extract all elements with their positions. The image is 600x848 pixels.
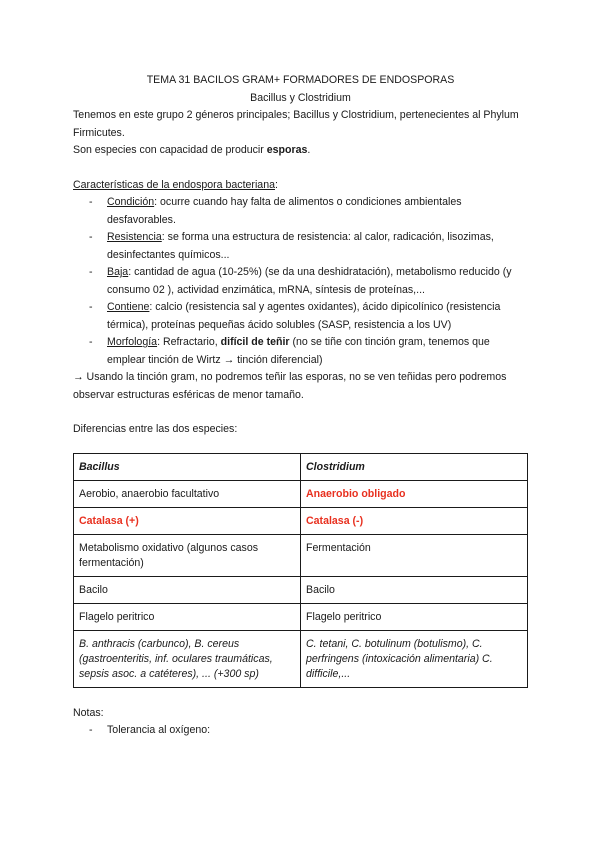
table-cell: Metabolismo oxidativo (algunos casos fermentación) — [74, 534, 301, 576]
notes-heading: Notas: — [73, 706, 104, 719]
spores-bold: esporas — [266, 144, 308, 156]
header-clostridium: Clostridium — [301, 453, 528, 480]
table-cell: Anaerobio obligado — [301, 480, 528, 507]
table-row — [74, 534, 528, 576]
table-row — [74, 603, 528, 630]
gram-stain-note: → Usando la tinción gram, no podremos teñir las esporas, no se ven teñidas pero podremos observar estructuras esféricas de menor tamaño. — [73, 371, 507, 401]
list-item: - Contiene: calcio (resistencia sal y agentes oxidantes), ácido dipicolínico (resistencia térmica), proteínas pequeñas ácido solubles (SASP, resistencia a los UV) — [107, 299, 528, 334]
header-bacillus: Bacillus — [74, 453, 301, 480]
table-cell: Bacilo — [301, 576, 528, 603]
table-cell: Catalasa (-) — [301, 507, 528, 534]
table-cell: Flagelo peritrico — [301, 603, 528, 630]
characteristics-heading: Características de la endospora bacteriana: — [73, 178, 278, 191]
table-row — [74, 576, 528, 603]
intro-spores-line: Son especies con capacidad de producir esporas. — [73, 144, 311, 156]
table-cell: Fermentación — [301, 534, 528, 576]
table-header-row — [74, 453, 528, 480]
differences-table — [73, 453, 528, 688]
list-item: - Morfología: Refractario, difícil de teñir (no se tiñe con tinción gram, tenemos que emplear tinción de Wirtz → tinción diferencial) — [107, 334, 528, 369]
list-item: - Baja: cantidad de agua (10-25%) (se da una deshidratación), metabolismo reducido (y consumo 02 ), actividad enzimática, mRNA, síntesis de proteínas,... — [107, 264, 528, 299]
list-item: - Condición: ocurre cuando hay falta de alimentos o condiciones ambientales desfavorables. — [107, 194, 528, 229]
list-item: - Tolerancia al oxígeno: — [107, 722, 528, 740]
differences-heading: Diferencias entre las dos especies: — [73, 423, 238, 435]
page-title: TEMA 31 BACILOS GRAM+ FORMADORES DE ENDOSPORAS — [146, 74, 455, 86]
table-cell: C. tetani, C. botulinum (botulismo), C. perfringens (intoxicación alimentaria) C. difficile,... — [301, 630, 528, 687]
table-cell: Catalasa (+) — [74, 507, 301, 534]
table-cell: Aerobio, anaerobio facultativo — [74, 480, 301, 507]
table-row — [74, 630, 528, 687]
intro-paragraph: Tenemos en este grupo 2 géneros principales; Bacillus y Clostridium, pertenecientes al Phylum Firmicutes. — [73, 109, 519, 139]
table-row — [74, 507, 528, 534]
notes-list — [73, 722, 528, 740]
table-row — [74, 480, 528, 507]
characteristics-list — [73, 194, 528, 369]
page-subtitle: Bacillus y Clostridium — [250, 91, 351, 104]
table-cell: Bacilo — [74, 576, 301, 603]
table-cell: Flagelo peritrico — [74, 603, 301, 630]
list-item: - Resistencia: se forma una estructura de resistencia: al calor, radicación, lisozimas, desinfectantes químicos... — [107, 229, 528, 264]
table-cell: B. anthracis (carbunco), B. cereus (gastroenteritis, inf. oculares traumáticas, sepsis asoc. a catéteres), ... (+300 sp) — [74, 630, 301, 687]
document-page — [73, 72, 528, 740]
